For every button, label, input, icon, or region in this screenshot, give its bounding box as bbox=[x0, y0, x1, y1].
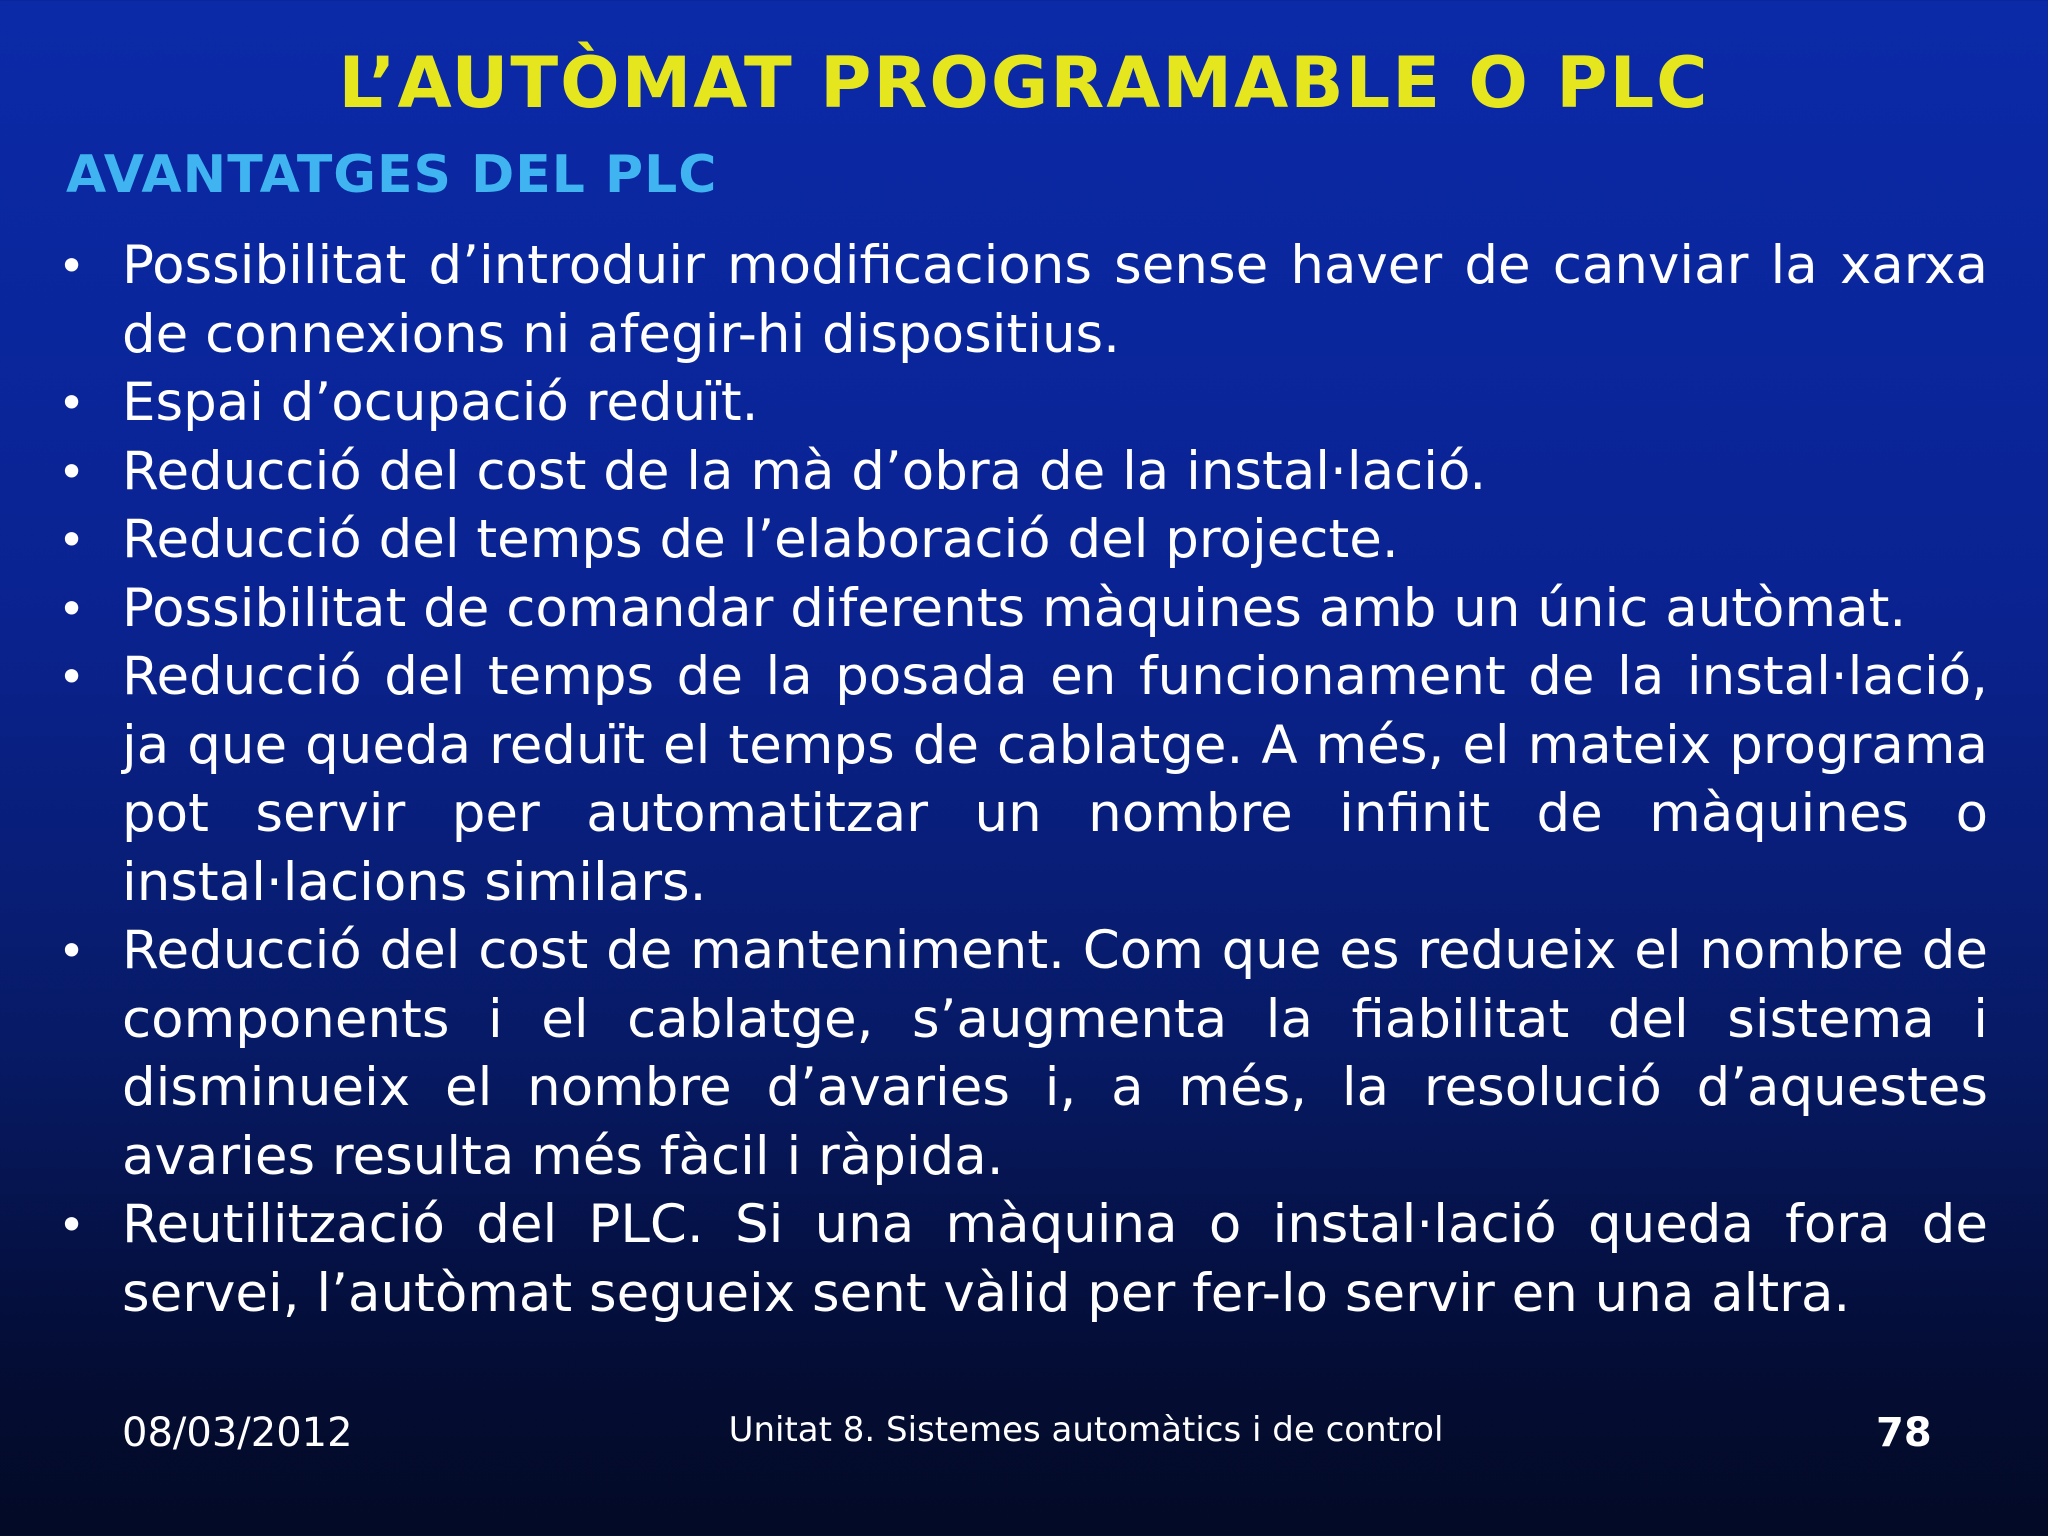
page-number: 78 bbox=[1876, 1410, 1932, 1456]
bullet-item bbox=[58, 1191, 1988, 1328]
footer-unit-title: Unitat 8. Sistemes automàtics i de control bbox=[728, 1410, 1444, 1450]
bullet-icon: • bbox=[58, 650, 86, 704]
bullet-icon: • bbox=[58, 581, 86, 636]
bullet-item bbox=[58, 575, 1988, 644]
bullet-icon: • bbox=[58, 924, 86, 978]
bullet-icon: • bbox=[58, 376, 86, 430]
bullet-icon: • bbox=[58, 444, 86, 499]
slide-title: L’AUTÒMAT PROGRAMABLE O PLC bbox=[338, 42, 1710, 124]
bullet-item bbox=[58, 506, 1988, 575]
slide-subtitle: AVANTATGES DEL PLC bbox=[66, 145, 718, 205]
bullet-text: Reducció del cost de la mà d’obra de la instal·lació. bbox=[122, 440, 1487, 502]
bullet-item bbox=[58, 917, 1988, 1191]
bullet-item bbox=[58, 438, 1988, 507]
bullet-item bbox=[58, 369, 1988, 438]
bullet-item bbox=[58, 643, 1988, 917]
bullet-text: Reducció del cost de manteniment. Com que es redueix el nombre de components i el cablatge, s’augmenta la fiabilitat del sistema i disminueix el nombre d’avaries i, a més, la resolució d’aquestes avaries resulta més fàcil i ràpida. bbox=[122, 920, 1988, 1187]
bullet-icon: • bbox=[58, 239, 86, 293]
bullet-text: Possibilitat d’introduir modificacions sense haver de canviar la xarxa de connexions ni afegir-hi dispositius. bbox=[122, 235, 1988, 365]
bullet-text: Reducció del temps de l’elaboració del projecte. bbox=[122, 509, 1399, 570]
bullet-text: Espai d’ocupació reduït. bbox=[122, 372, 759, 433]
bullet-list bbox=[58, 232, 1988, 1328]
bullet-text: Reducció del temps de la posada en funcionament de la instal·lació, ja que queda reduït el temps de cablatge. A més, el mateix programa pot servir per automatitzar un nombre infinit de màquines o instal·lacions similars. bbox=[122, 646, 1988, 913]
bullet-icon: • bbox=[58, 513, 86, 567]
bullet-text: Possibilitat de comandar diferents màquines amb un únic autòmat. bbox=[122, 577, 1907, 639]
bullet-text: Reutilització del PLC. Si una màquina o instal·lació queda fora de servei, l’autòmat segueix sent vàlid per fer-lo servir en una altra. bbox=[122, 1194, 1988, 1324]
bullet-icon: • bbox=[58, 1198, 86, 1252]
bullet-item bbox=[58, 232, 1988, 369]
footer-date: 08/03/2012 bbox=[122, 1410, 353, 1456]
